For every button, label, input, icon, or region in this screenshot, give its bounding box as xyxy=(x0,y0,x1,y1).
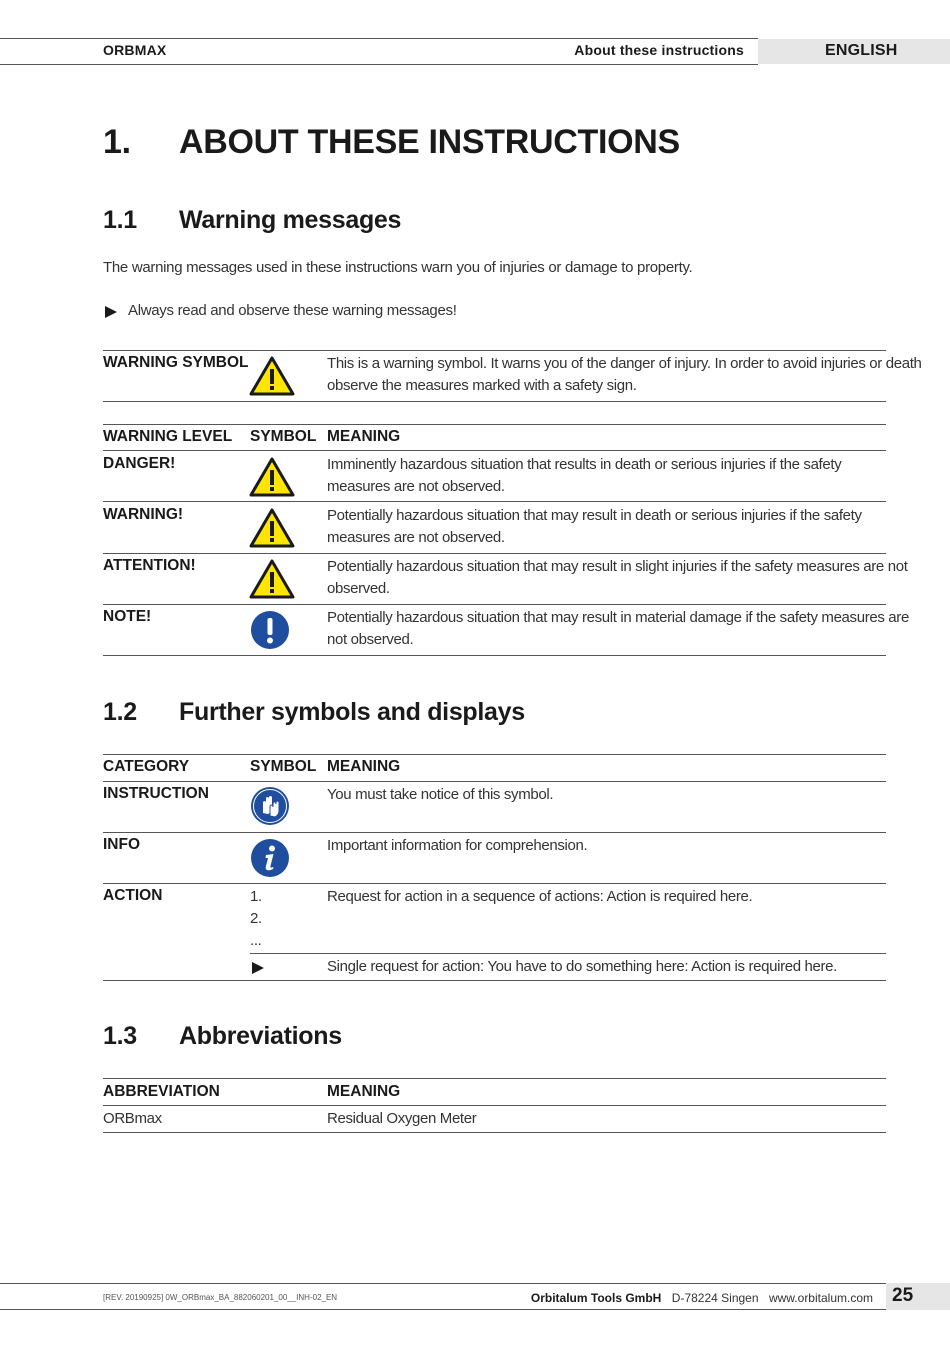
footer-company-name: Orbitalum Tools GmbH xyxy=(530,1291,662,1305)
abbr-header-rule xyxy=(103,1105,886,1106)
levels-header-symbol: SYMBOL xyxy=(250,428,317,445)
category-action-meaning: Request for action in a sequence of actions: Action is required here. xyxy=(327,888,753,905)
level-attention-meaning-line1: Potentially hazardous situation that may result in slight injuries if the safety measures are not xyxy=(327,558,908,575)
warning-triangle-icon xyxy=(249,507,295,549)
section-1-2-title: Further symbols and displays xyxy=(179,698,525,726)
category-instruction-meaning: You must take notice of this symbol. xyxy=(327,786,554,803)
section-1-1-title: Warning messages xyxy=(179,206,402,234)
category-action-label: ACTION xyxy=(103,887,163,904)
abbr-table-top-rule xyxy=(103,1078,886,1079)
levels-row-rule xyxy=(103,604,886,605)
abbr-orbmax: ORBmax xyxy=(103,1110,162,1127)
level-warning-meaning-line2: measures are not observed. xyxy=(327,529,505,546)
level-danger-label: DANGER! xyxy=(103,455,176,472)
levels-header-rule xyxy=(103,450,886,451)
levels-header-level: WARNING LEVEL xyxy=(103,428,233,445)
action-sub-rule xyxy=(250,953,886,954)
category-instruction-label: INSTRUCTION xyxy=(103,785,209,802)
warning-triangle-icon xyxy=(249,355,295,397)
single-action-meaning: Single request for action: You have to do something here: Action is required here. xyxy=(327,958,837,975)
level-warning-label: WARNING! xyxy=(103,506,184,523)
abbr-header-meaning: MEANING xyxy=(327,1083,401,1100)
symbols-row-rule xyxy=(103,832,886,833)
level-note-label: NOTE! xyxy=(103,608,152,625)
header-product-name: ORBMAX xyxy=(103,42,167,58)
chapter-number: 1. xyxy=(103,123,131,161)
levels-table-bottom-rule xyxy=(103,655,886,656)
symbol-row-bottom-rule xyxy=(103,401,886,402)
warning-triangle-icon xyxy=(249,456,295,498)
section-1-3-number: 1.3 xyxy=(103,1022,137,1050)
footer-company-block xyxy=(531,1289,873,1307)
level-note-meaning-line1: Potentially hazardous situation that may result in material damage if the safety measures are xyxy=(327,609,909,626)
footer-bottom-rule xyxy=(0,1309,886,1310)
levels-table-top-rule xyxy=(103,424,886,425)
symbols-table-top-rule xyxy=(103,754,886,755)
gloves-mandatory-icon xyxy=(250,786,290,826)
level-attention-meaning-line2: observed. xyxy=(327,580,390,597)
symbols-row-rule xyxy=(103,883,886,884)
section-1-1-number: 1.1 xyxy=(103,206,137,234)
symbols-table-bottom-rule xyxy=(103,980,886,981)
footer-website-link[interactable]: www.orbitalum.com xyxy=(768,1291,873,1305)
warning-symbol-label: WARNING SYMBOL xyxy=(103,354,249,371)
exclamation-circle-icon xyxy=(250,610,290,650)
chapter-title: ABOUT THESE INSTRUCTIONS xyxy=(179,123,680,161)
info-circle-icon xyxy=(250,838,290,878)
action-step-2: 2. xyxy=(250,910,262,927)
warning-triangle-icon xyxy=(249,558,295,600)
header-bottom-rule xyxy=(0,64,758,65)
level-warning-meaning-line1: Potentially hazardous situation that may result in death or serious injuries if the safety xyxy=(327,507,862,524)
warning-symbol-desc-line1: This is a warning symbol. It warns you of the danger of injury. In order to avoid injuries or death xyxy=(327,355,922,372)
action-step-more: ... xyxy=(250,932,262,949)
header-top-rule xyxy=(0,38,758,39)
symbol-row-top-rule xyxy=(103,350,886,351)
level-note-meaning-line2: not observed. xyxy=(327,631,414,648)
symbols-header-symbol: SYMBOL xyxy=(250,758,317,775)
level-danger-meaning-line2: measures are not observed. xyxy=(327,478,505,495)
bullet-triangle-icon xyxy=(104,305,118,319)
section-1-3-title: Abbreviations xyxy=(179,1022,342,1050)
footer-doc-reference: [REV. 20190925] 0W_ORBmax_BA_882060201_00__INH-02_EN xyxy=(103,1293,338,1302)
abbr-header-abbreviation: ABBREVIATION xyxy=(103,1083,220,1100)
warning-bullet-text: Always read and observe these warning messages! xyxy=(128,302,457,319)
symbols-header-meaning: MEANING xyxy=(327,758,401,775)
category-info-label: INFO xyxy=(103,836,141,853)
levels-row-rule xyxy=(103,553,886,554)
triangle-bullet-icon xyxy=(251,961,265,975)
symbols-header-rule xyxy=(103,781,886,782)
footer-address: D-78224 Singen xyxy=(671,1291,759,1305)
abbr-orbmax-meaning: Residual Oxygen Meter xyxy=(327,1110,477,1127)
symbols-header-category: CATEGORY xyxy=(103,758,190,775)
level-attention-label: ATTENTION! xyxy=(103,557,196,574)
warning-symbol-desc-line2: observe the measures marked with a safety sign. xyxy=(327,377,637,394)
category-info-meaning: Important information for comprehension. xyxy=(327,837,588,854)
levels-header-meaning: MEANING xyxy=(327,428,401,445)
action-step-1: 1. xyxy=(250,888,262,905)
abbr-table-bottom-rule xyxy=(103,1132,886,1133)
footer-top-rule xyxy=(0,1283,886,1284)
levels-row-rule xyxy=(103,501,886,502)
section-1-2-number: 1.2 xyxy=(103,698,137,726)
warning-intro-text: The warning messages used in these instructions warn you of injuries or damage to property. xyxy=(103,259,693,276)
page-number: 25 xyxy=(892,1285,914,1306)
header-language: ENGLISH xyxy=(825,42,898,59)
header-section-name: About these instructions xyxy=(574,42,744,58)
level-danger-meaning-line1: Imminently hazardous situation that results in death or serious injuries if the safety xyxy=(327,456,842,473)
